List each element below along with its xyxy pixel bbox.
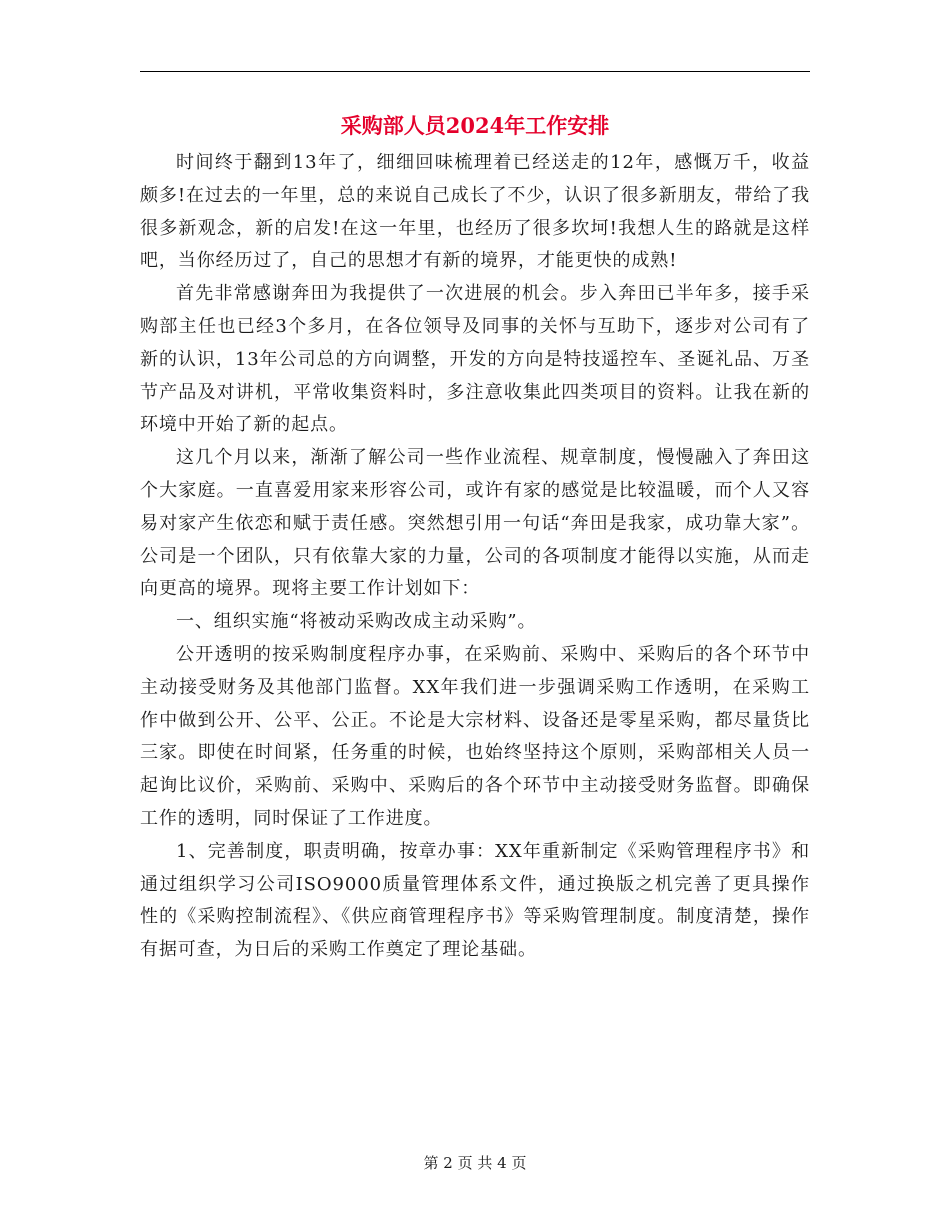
footer-middle: 页 共 — [457, 1154, 493, 1172]
paragraph-5: 1、完善制度，职责明确，按章办事：XX年重新制定《采购管理程序书》和通过组织学习公司ISO9000质量管理体系文件，通过换版之机完善了更具操作性的《采购控制流程》、《供应商管理程序书》等采购管理制度。制度清楚，操作有据可查，为日后的采购工作奠定了理论基础。 — [140, 840, 810, 961]
footer-suffix: 页 — [511, 1154, 527, 1172]
header-rule — [140, 71, 810, 72]
footer-total-pages: 4 — [497, 1154, 507, 1172]
paragraph-4: 公开透明的按采购制度程序办事，在采购前、采购中、采购后的各个环节中主动接受财务及其他部门监督。XX年我们进一步强调采购工作透明，在采购工作中做到公开、公平、公正。不论是大宗材料、设备还是零星采购，都尽量货比三家。即使在时间紧，任务重的时候，也始终坚持这个原则，采购部相关人员一起询比议价，采购前、采购中、采购后的各个环节中主动接受财务监督。即确保工作的透明，同时保证了工作进度。 — [140, 643, 810, 829]
footer-current-page: 2 — [443, 1154, 453, 1172]
document-body — [140, 147, 810, 967]
document-title: 采购部人员2024年工作安排 — [340, 113, 610, 138]
page-footer — [0, 1153, 950, 1173]
section-heading-1: 一、组织实施“将被动采购改成主动采购”。 — [176, 611, 537, 633]
paragraph-1: 时间终于翻到13年了，细细回味梳理着已经送走的12年，感慨万千，收益颇多!在过去的一年里，总的来说自己成长了不少，认识了很多新朋友，带给了我很多新观念，新的启发!在这一年里，也经历了很多坎坷!我想人生的路就是这样吧，当你经历过了，自己的思想才有新的境界，才能更快的成熟! — [140, 152, 810, 272]
footer-prefix: 第 — [423, 1154, 439, 1172]
paragraph-3: 这几个月以来，渐渐了解公司一些作业流程、规章制度，慢慢融入了奔田这个大家庭。一直喜爱用家来形容公司，或许有家的感觉是比较温暖，而个人又容易对家产生依恋和赋于责任感。突然想引用一句话“奔田是我家，成功靠大家”。公司是一个团队，只有依靠大家的力量，公司的各项制度才能得以实施，从而走向更高的境界。现将主要工作计划如下： — [140, 447, 810, 600]
paragraph-2: 首先非常感谢奔田为我提供了一次进展的机会。步入奔田已半年多，接手采购部主任也已经3个多月，在各位领导及同事的关怀与互助下，逐步对公司有了新的认识，13年公司总的方向调整，开发的方向是特技遥控车、圣诞礼品、万圣节产品及对讲机，平常收集资料时，多注意收集此四类项目的资料。让我在新的环境中开始了新的起点。 — [140, 283, 810, 436]
